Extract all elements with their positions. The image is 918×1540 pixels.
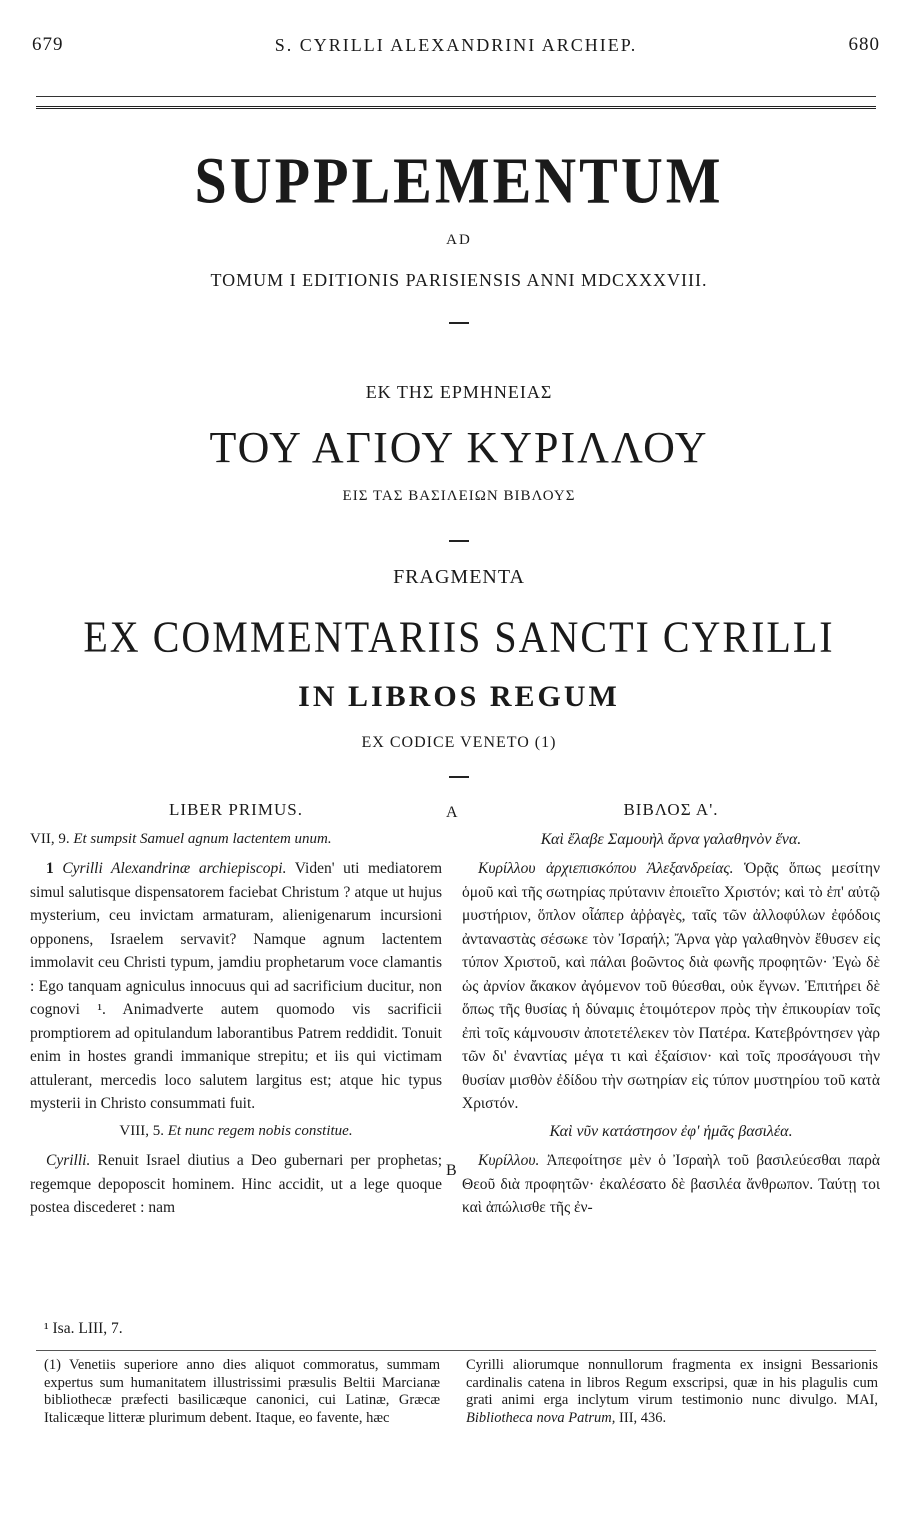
margin-letter-b: B <box>446 1162 457 1179</box>
title-ad: AD <box>446 232 472 248</box>
verse-number: VII, 9. <box>30 830 70 847</box>
note-source: Bibliotheca nova Patrum, <box>466 1409 616 1426</box>
note-author: MAI, <box>846 1392 878 1408</box>
page-number-right: 680 <box>848 34 880 55</box>
editor-note-right <box>466 1357 878 1427</box>
paragraph-text: Viden' uti mediatorem simul salutisque dispensatorem faciebat Christum ? atque ut hujus mysterium, ceu invictam armaturam, alienigenarum incursioni opponens, Israelem servavit? Namque agnum lactentem immolavit ceu Christi typum, jamdiu prophetarum voce clamantis : Ego tanquam agniculus innocuus qui ad sacrificium ducitur, non cognovi ¹. Animadverte autem quomodo vis sacrificii promptiorem ad opitulandum laborantibus Patrem reddidit. Tonuit enim in hostes grandi immanique strepitu; et iis qui victimam attulerant, mercedis loco salutem largitus est; atque hic typus mysterii in Christo consummati fuit. <box>30 860 443 1112</box>
verse-text: Et sumpsit Samuel agnum lactentem unum. <box>73 830 332 847</box>
greek-paragraph-2 <box>462 1149 880 1220</box>
paragraph-lead: Κυρίλλου. <box>478 1152 540 1169</box>
latin-column <box>30 798 442 1224</box>
note-location: III, 436. <box>619 1409 667 1426</box>
greek-verse-ref-1: Καὶ ἔλαβε Σαμουὴλ ἄρνα γαλαθηνὸν ἕνα. <box>540 830 802 848</box>
separator-dash <box>449 540 469 542</box>
title-supplementum: SUPPLEMENTUM <box>194 143 724 218</box>
paragraph-number: 1 <box>46 860 54 877</box>
title-tomum: TOMUM I EDITIONIS PARISIENSIS ANNI MDCXXXVIII. <box>210 270 708 290</box>
greek-title: ΤΟΥ ΑΓΙΟΥ ΚΥΡΙΛΛΟΥ <box>209 423 709 472</box>
note-text: Cyrilli aliorumque nonnullorum fragmenta ex insigni Bessarionis cardinalis catena in libros Regum exscripsi, quæ in his plagulis cum grati animi erga inclytum virum testimonio nunc divulgo. <box>466 1357 878 1408</box>
paragraph-lead: Κυρίλλου ἀρχιεπισκόπου Ἀλεξανδρείας. <box>478 860 734 877</box>
header-rule <box>36 96 876 109</box>
editor-note-left: (1) Venetiis superiore anno dies aliquot commoratus, summam expertus sum humanitatem illustrissimi præsulis Beltii Marcianæ bibliothecæ præfecti basilicæque canonici, cui Latinæ, Græcæ Italicæque litteræ plurimum debent. Itaque, eo favente, hæc <box>44 1357 440 1426</box>
separator-dash <box>449 776 469 778</box>
latin-paragraph-2 <box>30 1149 442 1220</box>
greek-subtitle-1: ΕΚ ΤΗΣ ΕΡΜΗΝΕΙΑΣ <box>365 382 553 402</box>
title-ex-codice: EX CODICE VENETO (1) <box>361 734 557 751</box>
paragraph-lead: Cyrilli Alexandrinæ archiepiscopi. <box>62 860 287 877</box>
latin-verse-ref-2 <box>30 1120 442 1144</box>
paragraph-lead: Cyrilli. <box>46 1152 91 1169</box>
paragraph-text: Renuit Israel diutius a Deo gubernari per prophetas; regemque depoposcit hominem. Hinc accidit, ut a lege quoque postea discederet : nam <box>30 1152 442 1216</box>
running-title: S. CYRILLI ALEXANDRINI ARCHIEP. <box>274 34 638 55</box>
title-fragmenta: FRAGMENTA <box>393 566 525 588</box>
paragraph-text: Ὁρᾷς ὅπως μεσίτην ὁμοῦ καὶ τῆς σωτηρίας πρύτανιν ἐποιεῖτο Χριστόν; καὶ τὸ ἐπ' αὐτῷ μυστήριον, ὅπλον οἷάπερ ἀῤῥαγὲς, ταῖς τῶν ἀλλοφύλων ἐφόδοις ἀνταναστὰς σέσωκε τὸν Ἰσραήλ; Ἄρνα γὰρ γαλαθηνὸν ἔθυσεν εἰς τύπον Χριστοῦ, καὶ πάλαι βοῶντος διὰ φωνῆς προφητῶν· Ἐγὼ δὲ ὡς ἀρνίον ἄκακον ἀγόμενον τοῦ θύεσθαι, οὐκ ἔγνων. Ἐπιτήρει δὲ ὅπως τῆς θυσίας ἡ δύναμις ἑτοιμότερον πρὸς τὴν ἐπικουρίαν τοῖς ἐπὶ τοῖς κάμνουσιν ἀποτετέλεκεν τὸν Πατέρα. Κατεβρόντησεν γὰρ τῶν δι' ἐναντίας μέγα τι καὶ ἐξαίσιον· καὶ τοῖς προσάγουσι τὴν θυσίαν μισθὸν ἐδίδου τὴν σωτηρίαν εἰς τύπον μυστηρίου τοῦ κατὰ Χριστόν. <box>462 860 880 1112</box>
latin-verse-ref-1 <box>30 828 442 852</box>
notes-rule <box>36 1350 876 1351</box>
separator-dash <box>449 322 469 324</box>
title-ex-commentariis: EX COMMENTARIIS SANCTI CYRILLI <box>83 611 835 662</box>
greek-subtitle-2: ΕΙΣ ΤΑΣ ΒΑΣΙΛΕΙΩΝ ΒΙΒΛΟΥΣ <box>342 488 576 504</box>
running-head <box>32 32 880 58</box>
greek-verse-ref-2: Καὶ νῦν κατάστησον ἐφ' ἡμᾶς βασιλέα. <box>549 1122 793 1140</box>
greek-book-heading: ΒΙΒΛΟΣ Α'. <box>623 800 719 819</box>
verse-number: VIII, 5. <box>119 1122 164 1139</box>
latin-paragraph-1 <box>30 857 442 1116</box>
verse-text: Et nunc regem nobis constitue. <box>167 1122 353 1139</box>
greek-paragraph-1 <box>462 857 880 1116</box>
paragraph-text: Ἀπεφοίτησε μὲν ὁ Ἰσραὴλ τοῦ βασιλεύεσθαι παρὰ Θεοῦ διὰ προφητῶν· ἐκαλέσατο δὲ βασιλέα ἄνθρωπον. Ταύτῃ τοι καὶ ἀπώλισθε τῆς ἐν- <box>462 1152 880 1216</box>
margin-letter-a: A <box>446 804 458 821</box>
page-number-left: 679 <box>32 34 64 55</box>
greek-column <box>462 798 880 1224</box>
title-in-libros-regum: IN LIBROS REGUM <box>298 680 620 713</box>
latin-book-heading: LIBER PRIMUS. <box>169 800 303 819</box>
footnote-reference: ¹ Isa. LIII, 7. <box>44 1320 123 1337</box>
